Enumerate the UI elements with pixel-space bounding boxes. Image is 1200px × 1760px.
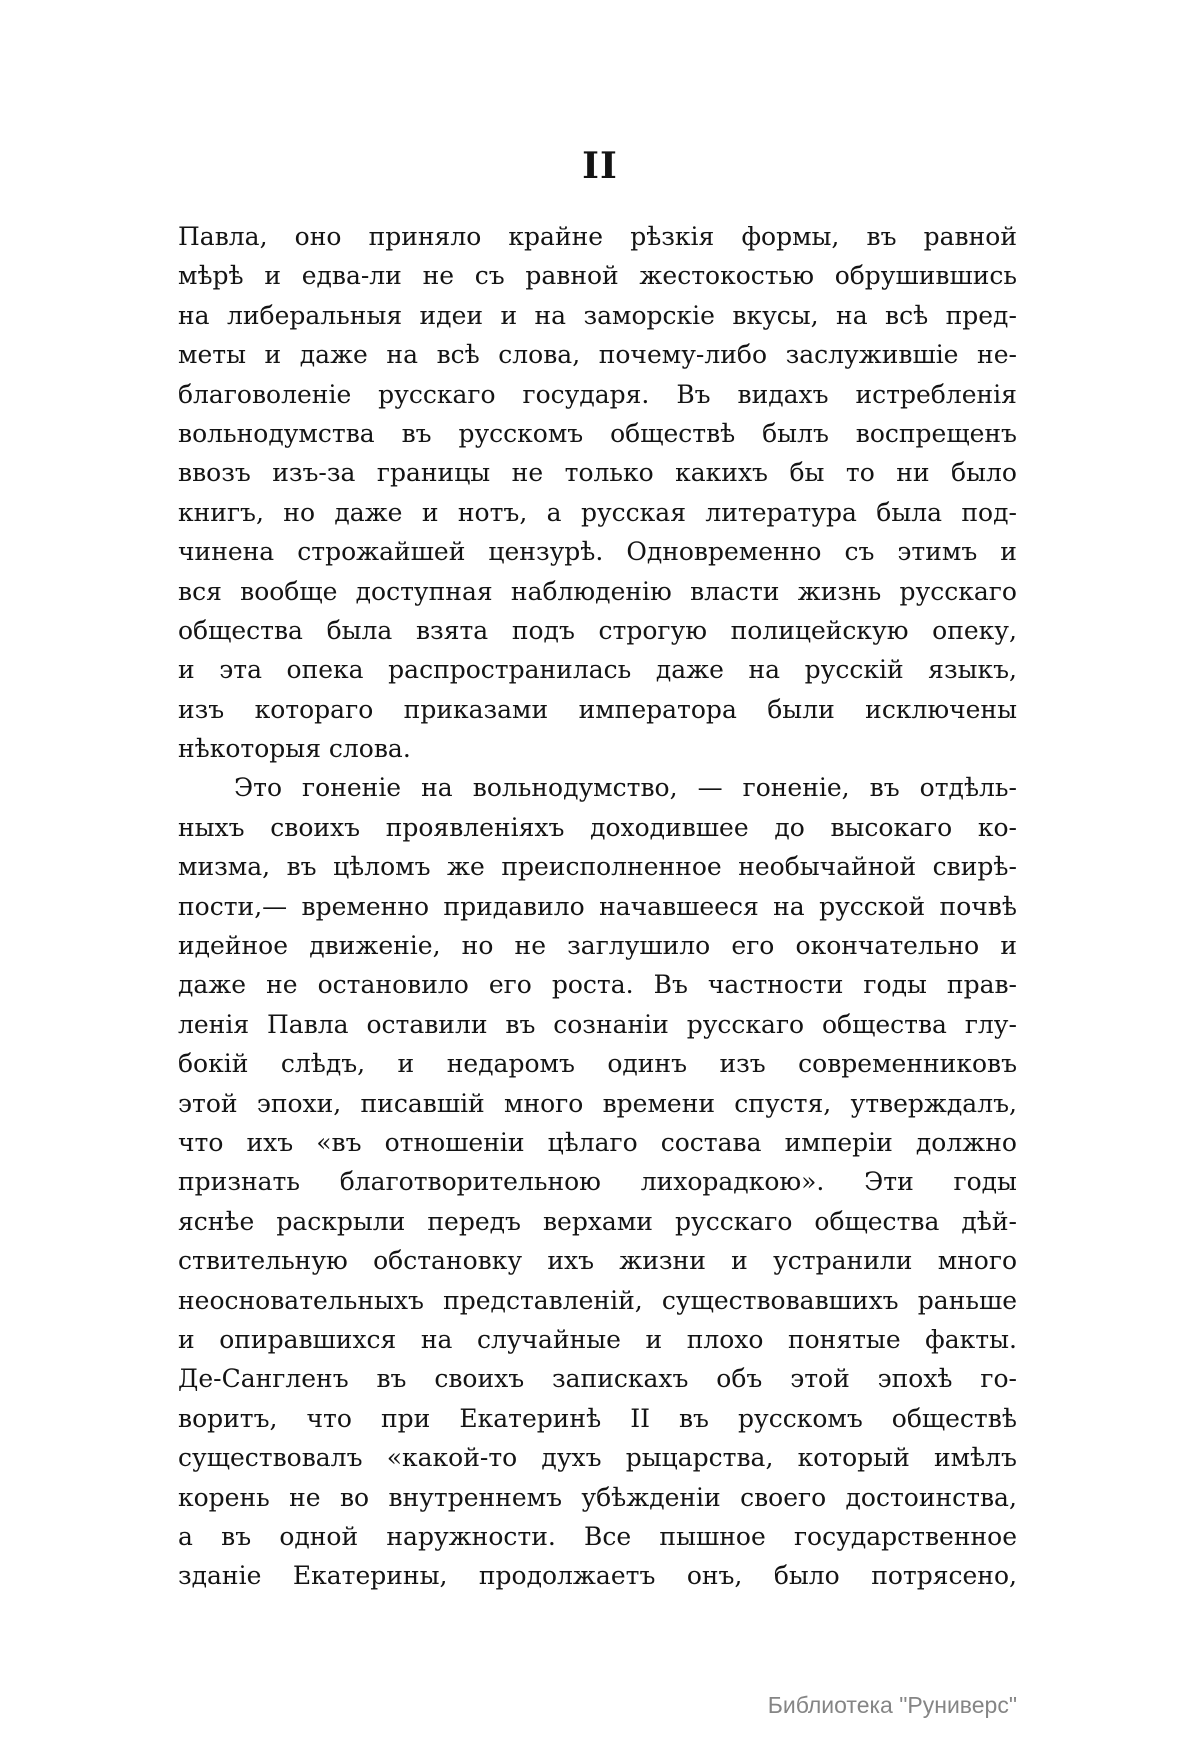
word: этой <box>178 1088 238 1118</box>
text-line <box>178 1123 1017 1162</box>
word: но <box>461 931 494 961</box>
word: высокаго <box>830 812 953 842</box>
word: строгую <box>598 615 707 645</box>
word: Все <box>584 1521 632 1551</box>
text-line <box>178 1517 1017 1556</box>
word: бы <box>789 458 825 488</box>
library-watermark: Библиотека "Руниверс" <box>767 1692 1017 1718</box>
word: исключены <box>865 694 1017 724</box>
word: годы <box>863 970 927 1000</box>
word: до <box>774 812 805 842</box>
word: на <box>386 340 418 370</box>
word: обстановку <box>373 1246 523 1276</box>
text-line <box>178 690 1017 729</box>
word: была <box>326 615 393 645</box>
word: не <box>511 458 544 488</box>
word: продолжаетъ <box>478 1561 656 1591</box>
word: и <box>1000 931 1017 961</box>
word: и <box>397 1049 415 1079</box>
word: который <box>797 1443 910 1473</box>
text-line <box>178 926 1017 965</box>
word: даже <box>334 497 403 527</box>
word: идейное <box>178 931 289 961</box>
text-line <box>178 493 1017 532</box>
word: и <box>731 1246 748 1276</box>
word: пред- <box>945 300 1017 330</box>
word: писавшій <box>360 1088 485 1118</box>
word: русскаго <box>686 1009 805 1039</box>
word: дѣй- <box>961 1206 1017 1236</box>
text-line <box>178 965 1017 1004</box>
word: литература <box>705 497 857 527</box>
word: что <box>178 1127 224 1157</box>
word: ко- <box>977 812 1017 842</box>
word: его <box>731 931 775 961</box>
text-line <box>178 217 1017 256</box>
word: цѣлаго <box>547 1127 638 1157</box>
text-line <box>178 1320 1017 1359</box>
word: верхами <box>542 1206 653 1236</box>
word: запискахъ <box>552 1364 689 1394</box>
word: годы <box>953 1167 1017 1197</box>
word: почему-либо <box>598 340 768 370</box>
word: ввозъ <box>178 458 251 488</box>
text-line: нѣкоторыя слова. <box>178 734 411 764</box>
word: и <box>500 300 518 330</box>
word: раньше <box>917 1285 1017 1315</box>
word: недаромъ <box>446 1049 575 1079</box>
word: неосновательныхъ <box>178 1285 424 1315</box>
word: начавшееся <box>599 891 759 921</box>
word: полицейскую <box>730 615 909 645</box>
word: приказами <box>403 694 549 724</box>
word: даже <box>178 970 247 1000</box>
word: изъ <box>719 1049 766 1079</box>
word: вся <box>178 576 222 606</box>
word: современниковъ <box>798 1049 1017 1079</box>
text-line <box>178 1005 1017 1044</box>
text-line <box>178 414 1017 453</box>
word: передъ <box>427 1206 521 1236</box>
word: не <box>266 970 298 1000</box>
word: эта <box>219 655 262 685</box>
text-line <box>178 453 1017 492</box>
word: наблюденію <box>510 576 672 606</box>
word: рѣзкія <box>630 222 715 251</box>
word: плохо <box>686 1324 764 1354</box>
word: времени <box>602 1088 716 1118</box>
word: императора <box>578 694 737 724</box>
word: мѣрѣ <box>178 261 244 291</box>
word: общества <box>178 615 303 645</box>
text-line <box>178 1241 1017 1280</box>
word: одинъ <box>607 1049 688 1079</box>
word: только <box>564 458 654 488</box>
word: даже <box>655 655 724 685</box>
word: «какой-то <box>386 1443 518 1473</box>
word: почвѣ <box>939 891 1017 921</box>
word: вообще <box>240 576 338 606</box>
text-line <box>178 1084 1017 1123</box>
word: даже <box>299 340 368 370</box>
word: русскій <box>804 655 904 685</box>
text-line <box>178 1478 1017 1517</box>
word: яснѣе <box>178 1206 255 1236</box>
word: Павла, <box>178 222 268 251</box>
word: взята <box>415 615 489 645</box>
word: же <box>447 852 485 882</box>
word: всѣ <box>436 340 480 370</box>
word: Екатерины, <box>292 1561 448 1591</box>
word: эпохи, <box>256 1088 342 1118</box>
word: видахъ <box>737 379 829 409</box>
word: на <box>420 1324 453 1354</box>
word: что <box>306 1403 352 1433</box>
word: факты. <box>925 1324 1017 1354</box>
word: былъ <box>762 418 829 448</box>
word: на <box>421 773 453 803</box>
word: были <box>767 694 835 724</box>
text-line <box>178 1202 1017 1241</box>
word: Павла <box>266 1009 349 1039</box>
word: обществѣ <box>891 1403 1017 1433</box>
word: чинена <box>178 537 275 567</box>
word: имперіи <box>784 1127 893 1157</box>
word: изъ-за <box>272 458 356 488</box>
word: представленій, <box>443 1285 643 1315</box>
word: ленія <box>178 1009 250 1039</box>
text-line <box>178 847 1017 886</box>
word: II <box>630 1403 650 1433</box>
word: окончательно <box>795 931 980 961</box>
word: отдѣль- <box>919 773 1017 803</box>
word: въ <box>505 1009 536 1039</box>
word: заморскіе <box>583 300 715 330</box>
word: меты <box>178 340 246 370</box>
word: изъ <box>178 694 225 724</box>
word: много <box>937 1246 1017 1276</box>
word: ствительную <box>178 1246 348 1276</box>
word: подъ <box>511 615 575 645</box>
word: наружности. <box>386 1521 556 1551</box>
word: этой <box>790 1364 850 1394</box>
word: внутреннемъ <box>388 1482 562 1512</box>
word: при <box>380 1403 431 1433</box>
text-line <box>178 1281 1017 1320</box>
word: то <box>845 458 875 488</box>
word: на <box>534 300 567 330</box>
word: — <box>697 773 723 803</box>
word: глу- <box>964 1009 1017 1039</box>
word: эпохѣ <box>877 1364 953 1394</box>
word: равной <box>923 222 1017 251</box>
word: не- <box>977 340 1017 370</box>
word: преисполненное <box>501 852 722 882</box>
word: а <box>178 1521 193 1551</box>
word: съ <box>474 261 505 291</box>
word: случайные <box>476 1324 621 1354</box>
word: приняло <box>368 222 482 251</box>
word: достоинства, <box>845 1482 1017 1512</box>
word: цензурѣ. <box>488 537 604 567</box>
word: и <box>264 261 281 291</box>
word: на <box>178 300 210 330</box>
text-line <box>178 1162 1017 1201</box>
word: остановило <box>317 970 469 1000</box>
word: русскомъ <box>458 418 584 448</box>
word: жизнь <box>797 576 882 606</box>
word: прав- <box>946 970 1017 1000</box>
word: необычайной <box>738 852 917 882</box>
word: цѣломъ <box>333 852 431 882</box>
word: существовавшихъ <box>661 1285 899 1315</box>
word: крайне <box>508 222 604 251</box>
word: доходившее <box>590 812 749 842</box>
word: государя. <box>522 379 650 409</box>
word: на <box>748 655 781 685</box>
word: формы, <box>741 222 840 251</box>
word: пости,— <box>178 891 288 921</box>
word: воспрещенъ <box>855 418 1017 448</box>
word: опеку, <box>932 615 1017 645</box>
word: русской <box>819 891 926 921</box>
word: доступная <box>355 576 493 606</box>
word: объ <box>716 1364 763 1394</box>
word: и <box>421 497 439 527</box>
text-line <box>178 1359 1017 1398</box>
word: опека <box>286 655 364 685</box>
word: ныхъ <box>178 812 245 842</box>
word: спустя, <box>734 1088 832 1118</box>
text-line <box>178 532 1017 571</box>
word: опиравшихся <box>219 1324 397 1354</box>
text-line <box>178 256 1017 295</box>
word: убѣжденіи <box>581 1482 721 1512</box>
text-line <box>178 296 1017 335</box>
word: оно <box>294 222 342 251</box>
word: Въ <box>653 970 688 1000</box>
word: въ <box>376 1364 407 1394</box>
word: власти <box>690 576 780 606</box>
word: въ <box>869 773 900 803</box>
word: отношеніи <box>384 1127 525 1157</box>
word: утверждалъ, <box>850 1088 1017 1118</box>
word: заглушило <box>567 931 711 961</box>
word: Де-Сангленъ <box>178 1364 349 1394</box>
word: много <box>504 1088 584 1118</box>
word: котораго <box>254 694 374 724</box>
word: въ <box>221 1521 252 1551</box>
word: онъ, <box>686 1561 743 1591</box>
word: гоненіе <box>302 773 402 803</box>
word: было <box>773 1561 840 1591</box>
word: Одновременно <box>626 537 822 567</box>
word: всѣ <box>885 300 929 330</box>
word: но <box>283 497 315 527</box>
word: была <box>876 497 943 527</box>
word: придавило <box>443 891 585 921</box>
word: раскрыли <box>276 1206 406 1236</box>
word: одной <box>279 1521 359 1551</box>
word: временно <box>301 891 430 921</box>
word: воритъ, <box>178 1403 278 1433</box>
word: русскаго <box>378 379 496 409</box>
word: лихорадкою». <box>640 1167 825 1197</box>
word: слова, <box>498 340 581 370</box>
word: нотъ, <box>457 497 528 527</box>
word: благоволеніе <box>178 379 352 409</box>
word: распространилась <box>388 655 632 685</box>
word: Въ <box>676 379 711 409</box>
word: съ <box>844 537 875 567</box>
word: благотворительною <box>339 1167 601 1197</box>
word: русскаго <box>674 1206 793 1236</box>
word: и <box>264 340 282 370</box>
word: границы <box>376 458 491 488</box>
word: вольнодумство, <box>472 773 678 803</box>
text-line <box>178 611 1017 650</box>
word: движеніе, <box>309 931 441 961</box>
word: и <box>178 1324 195 1354</box>
text-line <box>178 1556 1017 1595</box>
word: Эти <box>864 1167 914 1197</box>
word: «въ <box>316 1127 362 1157</box>
word: гоненіе, <box>742 773 850 803</box>
word: своего <box>740 1482 827 1512</box>
word: русскаго <box>899 576 1017 606</box>
word: въ <box>286 852 317 882</box>
word: общества <box>821 1009 947 1039</box>
word: государственное <box>793 1521 1017 1551</box>
word: вкусы, <box>732 300 819 330</box>
word: понятые <box>787 1324 901 1354</box>
word: равной <box>525 261 619 291</box>
word: языкъ, <box>928 655 1017 685</box>
word: ихъ <box>547 1246 594 1276</box>
word: Это <box>234 773 283 803</box>
word: го- <box>980 1364 1017 1394</box>
word: роста. <box>551 970 634 1000</box>
word: пышное <box>659 1521 766 1551</box>
word: въ <box>678 1403 709 1433</box>
word: а <box>546 497 562 527</box>
word: потрясено, <box>871 1561 1017 1591</box>
word: оставили <box>366 1009 488 1039</box>
word: обществѣ <box>610 418 736 448</box>
word: какихъ <box>675 458 768 488</box>
word: жестокостью <box>639 261 814 291</box>
word: русскомъ <box>738 1403 863 1433</box>
word: и <box>645 1324 663 1354</box>
word: во <box>339 1482 370 1512</box>
word: строжайшей <box>297 537 466 567</box>
word: устранили <box>773 1246 913 1276</box>
word: должно <box>915 1127 1017 1157</box>
word: свирѣ- <box>932 852 1017 882</box>
word: не <box>514 931 547 961</box>
word: ихъ <box>246 1127 294 1157</box>
word: и <box>1000 537 1017 567</box>
word: зданіе <box>178 1561 262 1591</box>
word: корень <box>178 1482 270 1512</box>
word: на <box>836 300 868 330</box>
word: общества <box>814 1206 940 1236</box>
text-block <box>178 217 1017 1596</box>
text-line <box>178 335 1017 374</box>
word: жизни <box>619 1246 706 1276</box>
text-line <box>178 808 1017 847</box>
word: своихъ <box>434 1364 525 1394</box>
word: мизма, <box>178 852 271 882</box>
word: либеральныя <box>226 300 403 330</box>
word: не <box>422 261 455 291</box>
text-line <box>178 375 1017 414</box>
text-line <box>178 768 1017 807</box>
word: обрушившись <box>834 261 1017 291</box>
word: русская <box>580 497 686 527</box>
word: идеи <box>419 300 484 330</box>
word: своихъ <box>270 812 361 842</box>
text-line <box>178 1438 1017 1477</box>
word: вольнодумства <box>178 418 375 448</box>
word: этимъ <box>897 537 978 567</box>
text-line <box>178 1044 1017 1083</box>
word: едва-ли <box>301 261 402 291</box>
text-line <box>178 1399 1017 1438</box>
word: книгъ, <box>178 497 264 527</box>
word: духъ <box>541 1443 602 1473</box>
word: рыцарства, <box>625 1443 774 1473</box>
word: въ <box>401 418 432 448</box>
word: ни <box>896 458 930 488</box>
word: на <box>773 891 805 921</box>
text-line <box>178 650 1017 689</box>
word: частности <box>707 970 844 1000</box>
word: и <box>178 655 195 685</box>
text-line <box>178 572 1017 611</box>
word: проявленіяхъ <box>385 812 565 842</box>
text-line <box>178 887 1017 926</box>
word: сознаніи <box>553 1009 669 1039</box>
word: его <box>488 970 532 1000</box>
word: заслужившіе <box>785 340 959 370</box>
word: въ <box>866 222 897 251</box>
word: состава <box>660 1127 762 1157</box>
chapter-number-heading: II <box>582 145 618 187</box>
word: истребленія <box>855 379 1017 409</box>
word: Екатеринѣ <box>459 1403 602 1433</box>
word: признать <box>178 1167 300 1197</box>
word: существовалъ <box>178 1443 363 1473</box>
word: под- <box>961 497 1017 527</box>
word: слѣдъ, <box>280 1049 366 1079</box>
word: было <box>951 458 1017 488</box>
word: не <box>289 1482 321 1512</box>
word: бокій <box>178 1049 249 1079</box>
word: имѣлъ <box>933 1443 1017 1473</box>
